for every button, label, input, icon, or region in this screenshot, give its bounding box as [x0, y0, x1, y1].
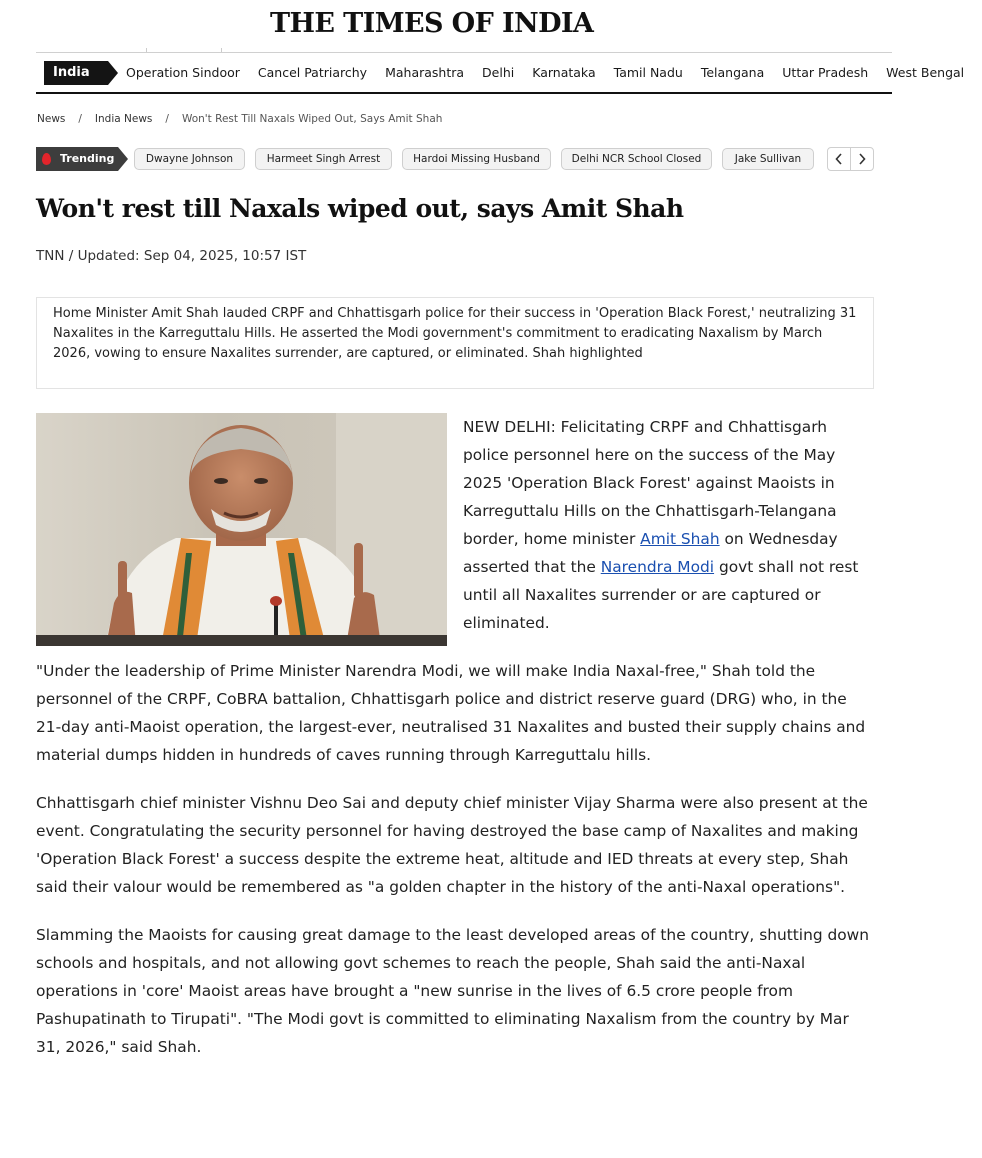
flame-icon — [42, 153, 51, 165]
image-spacer — [36, 413, 463, 653]
article-summary: Home Minister Amit Shah lauded CRPF and Chhattisgarh police for their success in 'Operation Black Forest,' neutralizing 31 Naxalites in the Karreguttalu Hills. He asserted the Modi government's commitment to eradicating Naxalism by March 2026, vowing to ensure Naxalites surrender, are captured, or eliminated. Shah highlighted — [36, 297, 874, 389]
chevron-left-icon[interactable] — [828, 148, 850, 170]
trending-tag-jake-sullivan[interactable]: Jake Sullivan — [722, 148, 814, 170]
trending-label — [36, 147, 118, 171]
nav-item-karnataka[interactable]: Karnataka — [532, 65, 596, 80]
nav-item-delhi[interactable]: Delhi — [482, 65, 515, 80]
trending-tag-delhi-ncr-school-closed[interactable]: Delhi NCR School Closed — [561, 148, 712, 170]
nav-item-west-bengal[interactable]: West Bengal — [886, 65, 965, 80]
breadcrumb — [37, 113, 442, 125]
paragraph-text: govt shall not rest until all Naxalites surrender or are captured or eliminated. — [463, 558, 859, 632]
breadcrumb-india-news[interactable]: India News — [94, 113, 153, 125]
paragraph-text: NEW DELHI: Felicitating CRPF and Chhattisgarh police personnel here on the success of the May 2025 'Operation Black Forest' against Maoists in Karreguttalu Hills on the Chhattisgarh-Telangana border, home minister — [463, 418, 837, 548]
article-body — [36, 413, 876, 1081]
nav-items — [126, 65, 982, 80]
paragraph-text: on Wednesday asserted that the — [463, 530, 838, 576]
nav-item-operation-sindoor[interactable]: Operation Sindoor — [126, 65, 240, 80]
breadcrumb-news[interactable]: News — [37, 113, 66, 125]
nav-home-india[interactable]: India — [44, 61, 108, 85]
link-narendra-modi[interactable]: Narendra Modi — [600, 558, 715, 576]
trending-bar — [36, 146, 876, 172]
article-headline: Won't rest till Naxals wiped out, says Amit Shah — [36, 194, 684, 223]
trending-scroll-controls — [827, 147, 874, 171]
trending-tag-dwayne-johnson[interactable]: Dwayne Johnson — [134, 148, 245, 170]
nav-item-tamil-nadu[interactable]: Tamil Nadu — [613, 65, 683, 80]
breadcrumb-current: Won't Rest Till Naxals Wiped Out, Says Amit Shah — [181, 113, 443, 125]
article-byline: TNN / Updated: Sep 04, 2025, 10:57 IST — [36, 248, 307, 264]
nav-item-cancel-patriarchy[interactable]: Cancel Patriarchy — [257, 65, 368, 80]
main-nav — [36, 52, 965, 94]
nav-item-maharashtra[interactable]: Maharashtra — [385, 65, 465, 80]
article-paragraph: Chhattisgarh chief minister Vishnu Deo Sai and deputy chief minister Vijay Sharma were also present at the event. Congratulating the security personnel for having destroyed the base camp of Naxalites and making 'Operation Black Forest' a success despite the extreme heat, altitude and IED threats at every step, Shah said their valour would be remembered as "a golden chapter in the history of the anti-Naxal operations". — [36, 794, 868, 896]
link-amit-shah[interactable]: Amit Shah — [640, 530, 720, 548]
trending-tag-hardoi-missing-husband[interactable]: Hardoi Missing Husband — [402, 148, 551, 170]
article-paragraph: "Under the leadership of Prime Minister Narendra Modi, we will make India Naxal-free," Shah told the personnel of the CRPF, CoBRA battalion, Chhattisgarh police and district reserve guard (DRG) who, in the 21-day anti-Maoist operation, the largest-ever, neutralised 31 Naxalites and busted their supply chains and material dumps hidden in hundreds of caves running through Karreguttalu hills. — [36, 662, 866, 764]
nav-item-telangana[interactable]: Telangana — [700, 65, 765, 80]
chevron-right-icon[interactable] — [850, 148, 873, 170]
masthead — [0, 0, 892, 52]
breadcrumb-separator: / — [165, 113, 169, 125]
nav-item-uttar-pradesh[interactable]: Uttar Pradesh — [782, 65, 869, 80]
breadcrumb-separator: / — [78, 113, 82, 125]
trending-label-text: Trending — [60, 152, 115, 165]
site-logo[interactable]: THE TIMES OF INDIA — [270, 8, 594, 39]
trending-tag-harmeet-singh-arrest[interactable]: Harmeet Singh Arrest — [255, 148, 392, 170]
article-paragraph: Slamming the Maoists for causing great damage to the least developed areas of the country, shutting down schools and hospitals, and not allowing govt schemes to reach the people, Shah said the anti-Naxal operations in 'core' Maoist areas have brought a "new sunrise in the lives of 6.5 crore people from Pashupatinath to Tirupati". "The Modi govt is committed to eliminating Naxalism from the country by Mar 31, 2026," said Shah. — [36, 926, 870, 1056]
